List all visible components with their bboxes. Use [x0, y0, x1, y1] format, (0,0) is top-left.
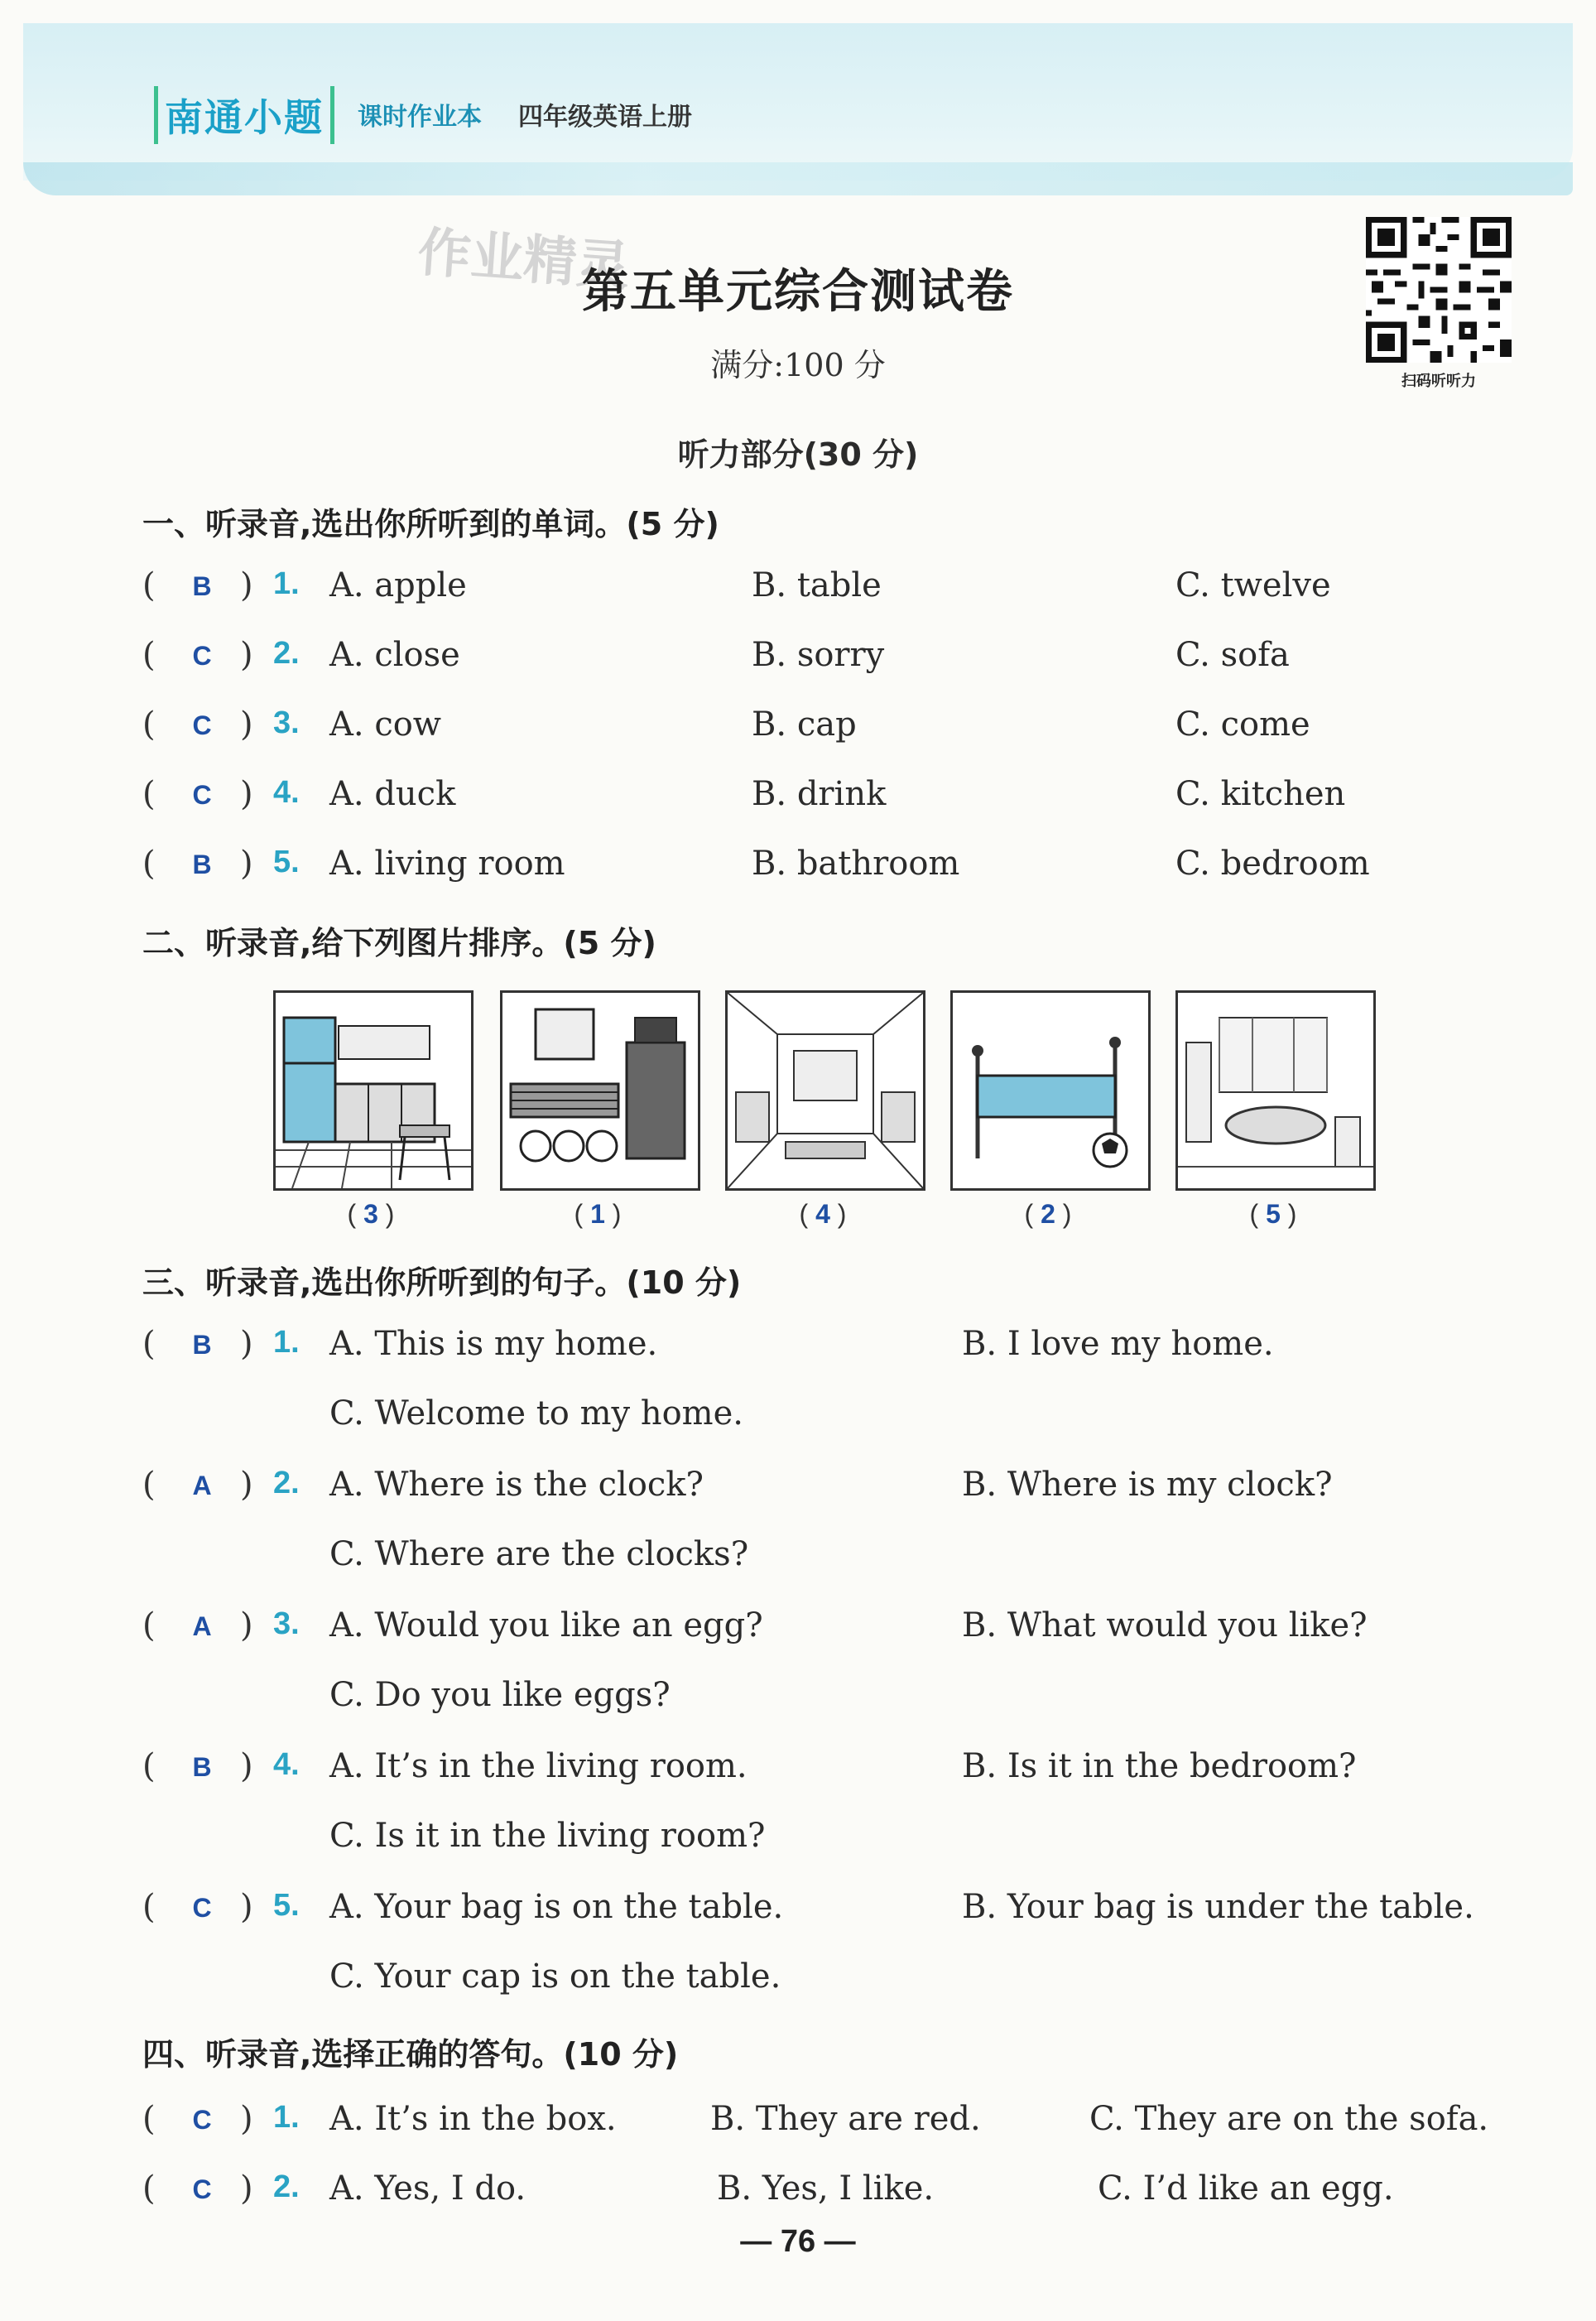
option-b: B. Where is my clock? [962, 1466, 1333, 1504]
option-c: C. Is it in the living room? [329, 1817, 766, 1855]
option-a: A. Where is the clock? [329, 1466, 704, 1504]
picture-order: ( 1 ) [574, 1199, 622, 1229]
question-number: 3. [273, 705, 300, 740]
answer: B [192, 1330, 212, 1360]
header-swoosh [23, 162, 1573, 195]
option-c: C. Do you like eggs? [329, 1676, 671, 1714]
answer: C [192, 2174, 212, 2204]
option-a: A. Your bag is on the table. [329, 1888, 784, 1926]
option-b: B. Is it in the bedroom? [962, 1747, 1357, 1785]
option-c: C. kitchen [1175, 775, 1346, 813]
option-c: C. Where are the clocks? [329, 1535, 749, 1573]
picture-kitchen [273, 990, 474, 1191]
picture-living-room [725, 990, 925, 1191]
question-number: 2. [273, 1466, 300, 1500]
option-c: C. bedroom [1175, 845, 1370, 883]
order-value: 3 [363, 1199, 378, 1229]
option-a: A. close [329, 636, 460, 674]
option-b: B. drink [752, 775, 887, 813]
picture-order: ( 2 ) [1024, 1199, 1072, 1229]
order-value: 1 [590, 1199, 605, 1229]
question-number: 4. [273, 1747, 300, 1782]
question-number: 5. [273, 845, 300, 879]
picture-order: ( 5 ) [1249, 1199, 1297, 1229]
qr-caption: 扫码听听力 [1401, 373, 1476, 390]
option-a: A. This is my home. [329, 1325, 658, 1363]
section-2-heading: 二、听录音,给下列图片排序。(5 分) [142, 925, 656, 961]
answer: C [192, 2105, 212, 2135]
picture-bedroom [500, 990, 700, 1191]
option-c: C. Welcome to my home. [329, 1394, 743, 1433]
answer: A [192, 1611, 212, 1641]
page-title: 第五单元综合测试卷 [582, 264, 1014, 319]
option-a: A. living room [329, 845, 565, 883]
option-a: A. It’s in the box. [329, 2100, 617, 2138]
section-1-heading: 一、听录音,选出你所听到的单词。(5 分) [142, 506, 719, 542]
option-b: B. sorry [752, 636, 885, 674]
option-b: B. What would you like? [962, 1606, 1368, 1644]
option-a: A. apple [329, 566, 467, 604]
option-b: B. table [752, 566, 882, 604]
listening-part-title: 听力部分(30 分) [677, 436, 919, 473]
option-b: B. I love my home. [962, 1325, 1274, 1363]
section-4-heading: 四、听录音,选择正确的答句。(10 分) [142, 2036, 679, 2073]
option-c: C. Your cap is on the table. [329, 1957, 781, 1996]
answer: C [192, 780, 212, 810]
picture-order: ( 3 ) [347, 1199, 395, 1229]
question-number: 5. [273, 1888, 300, 1923]
option-c: C. twelve [1175, 566, 1331, 604]
option-c: C. sofa [1175, 636, 1290, 674]
option-b: B. Yes, I like. [717, 2169, 935, 2208]
question-number: 1. [273, 1325, 300, 1360]
section-3-heading: 三、听录音,选出你所听到的句子。(10 分) [142, 1264, 742, 1301]
answer: C [192, 710, 212, 740]
order-value: 2 [1041, 1199, 1055, 1229]
answer: C [192, 1893, 212, 1923]
brand-logo: 南通小题 [154, 86, 334, 144]
full-score: 满分:100 分 [710, 347, 886, 383]
option-a: A. Yes, I do. [329, 2169, 526, 2208]
series-name: 课时作业本 [358, 103, 482, 132]
order-value: 4 [815, 1199, 830, 1229]
order-value: 5 [1266, 1199, 1281, 1229]
option-a: A. It’s in the living room. [329, 1747, 748, 1785]
option-a: A. cow [329, 705, 442, 744]
question-number: 1. [273, 2100, 300, 2135]
answer: B [192, 571, 212, 601]
option-a: A. duck [329, 775, 456, 813]
question-number: 2. [273, 636, 300, 671]
option-b: B. bathroom [752, 845, 960, 883]
answer: B [192, 1752, 212, 1782]
question-number: 1. [273, 566, 300, 601]
qr-code-icon[interactable] [1366, 217, 1512, 363]
picture-bathroom [1175, 990, 1376, 1191]
option-c: C. I’d like an egg. [1098, 2169, 1394, 2208]
option-c: C. They are on the sofa. [1089, 2100, 1489, 2138]
watermark: 作业精灵 [416, 222, 632, 298]
book-name: 四年级英语上册 [518, 103, 692, 132]
answer: A [192, 1471, 212, 1500]
option-b: B. Your bag is under the table. [962, 1888, 1474, 1926]
question-number: 3. [273, 1606, 300, 1641]
picture-order: ( 4 ) [799, 1199, 847, 1229]
question-number: 2. [273, 2169, 300, 2204]
answer: C [192, 641, 212, 671]
option-a: A. Would you like an egg? [329, 1606, 763, 1644]
question-number: 4. [273, 775, 300, 810]
option-b: B. cap [752, 705, 857, 744]
picture-bed [950, 990, 1151, 1191]
answer: B [192, 850, 212, 879]
page-number: — 76 — [740, 2224, 856, 2259]
option-b: B. They are red. [710, 2100, 981, 2138]
option-c: C. come [1175, 705, 1310, 744]
